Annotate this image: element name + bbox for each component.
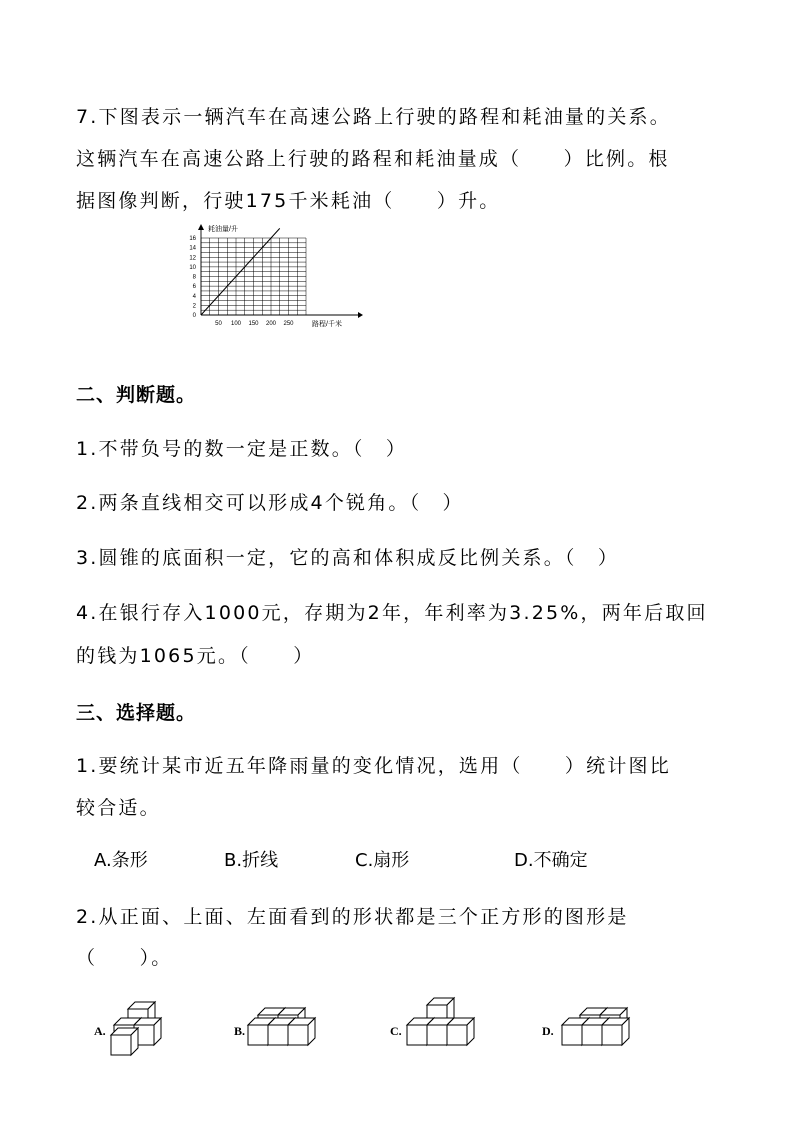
choice-q2-line-1: 2.从正面、上面、左面看到的形状都是三个正方形的图形是 <box>76 906 629 928</box>
cube-figure-b <box>234 995 324 1069</box>
cube <box>111 1035 131 1055</box>
cube <box>562 1025 582 1045</box>
judge-q4-line-1: 4.在银行存入1000元，存期为2年，年利率为3.25%，两年后取回 <box>76 602 708 624</box>
y-tick-label: 12 <box>189 255 196 262</box>
y-tick-label: 8 <box>192 274 196 281</box>
choice-q2-line-2: （ ）。 <box>76 947 173 969</box>
choice-q1-option-d: D.不确定 <box>514 850 588 871</box>
judge-q3: 3.圆锥的底面积一定，它的高和体积成反比例关系。（ ） <box>76 547 620 569</box>
y-tick-label: 4 <box>192 293 196 300</box>
section-2-title: 二、判断题。 <box>76 384 197 406</box>
x-tick-label: 200 <box>265 321 277 327</box>
option-c-label: C. <box>390 1024 402 1038</box>
q7-line-3: 据图像判断，行驶175千米耗油（ ）升。 <box>76 190 501 212</box>
section-3-title: 三、选择题。 <box>76 702 197 724</box>
y-tick-label: 0 <box>192 313 196 319</box>
choice-q1-line-2: 较合适。 <box>76 797 161 819</box>
cube <box>602 1025 622 1045</box>
cube <box>582 1025 602 1045</box>
x-tick-labels <box>215 321 294 327</box>
x-axis-label: 路程/千米 <box>312 321 342 328</box>
y-axis-label: 耗油量/升 <box>208 226 238 233</box>
option-a-label: A. <box>94 1024 106 1038</box>
cube-figure-a <box>94 995 184 1069</box>
cube <box>288 1025 308 1045</box>
x-tick-label: 100 <box>230 321 242 327</box>
cube <box>407 1025 427 1045</box>
x-tick-label: 250 <box>283 321 294 327</box>
x-tick-label: 150 <box>248 321 259 327</box>
q7-line-1: 7.下图表示一辆汽车在高速公路上行驶的路程和耗油量的关系。 <box>76 106 671 128</box>
y-tick-labels <box>189 236 196 319</box>
option-d-label: D. <box>542 1024 554 1038</box>
y-tick-label: 16 <box>189 236 196 242</box>
choice-q1-option-c: C.扇形 <box>355 850 410 871</box>
judge-q2: 2.两条直线相交可以形成4个锐角。（ ） <box>76 492 464 514</box>
judge-q1: 1.不带负号的数一定是正数。（ ） <box>76 438 408 460</box>
cube <box>268 1025 288 1045</box>
choice-q1-option-a: A.条形 <box>94 850 148 871</box>
chart-grid <box>201 238 306 315</box>
judge-q4-line-2: 的钱为1065元。（ ） <box>76 645 315 667</box>
cube <box>447 1025 467 1045</box>
cube-figure-c <box>390 995 480 1069</box>
x-axis-arrow <box>358 312 363 318</box>
q7-line-2: 这辆汽车在高速公路上行驶的路程和耗油量成（ ）比例。根 <box>76 148 670 170</box>
choice-q1-line-1: 1.要统计某市近五年降雨量的变化情况，选用（ ）统计图比 <box>76 755 671 777</box>
x-tick-label: 50 <box>215 321 222 327</box>
y-tick-label: 2 <box>192 303 196 310</box>
y-tick-label: 6 <box>192 284 196 291</box>
cube-figure-d <box>542 995 642 1069</box>
cube <box>427 1025 447 1045</box>
y-tick-label: 14 <box>189 245 196 252</box>
y-axis-arrow <box>198 224 204 230</box>
option-b-label: B. <box>234 1024 246 1038</box>
y-tick-label: 10 <box>189 264 196 271</box>
cube <box>248 1025 268 1045</box>
choice-q1-option-b: B.折线 <box>224 850 279 871</box>
fuel-distance-chart <box>186 222 376 334</box>
